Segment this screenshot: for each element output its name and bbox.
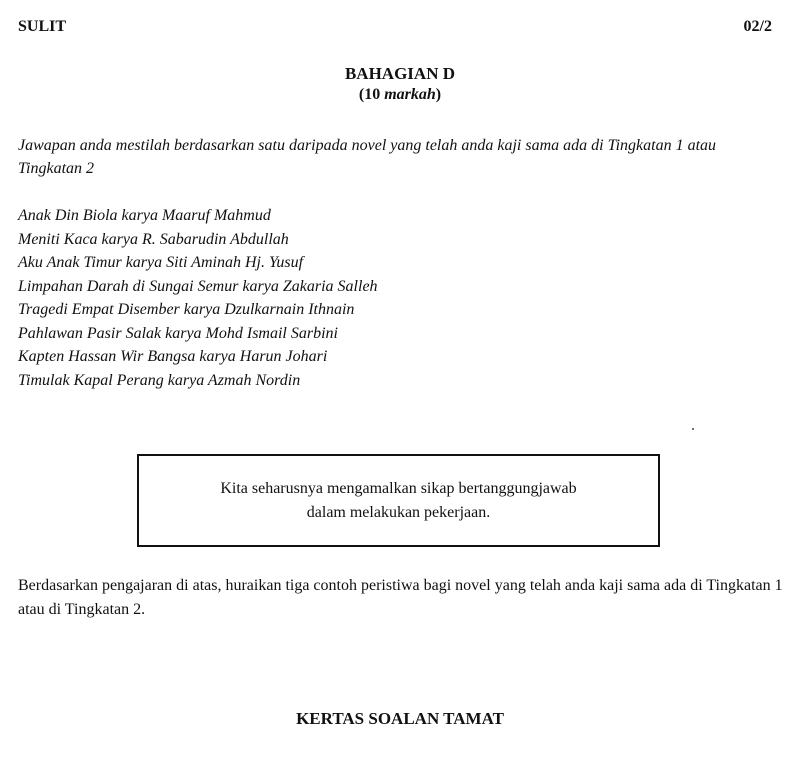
novel-item: Tragedi Empat Disember karya Dzulkarnain Ithnain bbox=[18, 301, 355, 318]
question-text: Berdasarkan pengajaran di atas, huraikan tiga contoh peristiwa bagi novel yang telah anda kaji sama ada di Tingkatan 1 atau di Tingkatan 2. bbox=[18, 577, 783, 618]
section-title: BAHAGIAN D bbox=[344, 64, 456, 83]
novel-list bbox=[18, 204, 378, 392]
end-of-paper-label: KERTAS SOALAN TAMAT bbox=[296, 709, 504, 728]
instruction-text: Jawapan anda mestilah berdasarkan satu daripada novel yang telah anda kaji sama ada di Tingkatan 1 atau Tingkatan 2 bbox=[18, 137, 717, 177]
marks-close: ) bbox=[435, 86, 442, 103]
scan-speck bbox=[692, 428, 694, 430]
novel-item: Aku Anak Timur karya Siti Aminah Hj. Yusuf bbox=[18, 254, 304, 271]
novel-item: Pahlawan Pasir Salak karya Mohd Ismail Sarbini bbox=[18, 324, 338, 342]
section-marks bbox=[0, 86, 800, 104]
quote-text: Kita seharusnya mengamalkan sikap bertanggungjawab dalam melakukan pekerjaan. bbox=[220, 479, 577, 521]
header-paper-code: 02/2 bbox=[743, 18, 772, 35]
novel-item: Limpahan Darah di Sungai Semur karya Zakaria Salleh bbox=[18, 277, 378, 295]
novel-item: Timulak Kapal Perang karya Azmah Nordin bbox=[18, 371, 301, 389]
novel-item: Kapten Hassan Wir Bangsa karya Harun Johari bbox=[18, 348, 328, 365]
marks-open: (10 bbox=[358, 86, 385, 103]
novel-item: Meniti Kaca karya R. Sabarudin Abdullah bbox=[18, 230, 289, 248]
header-confidential-label: SULIT bbox=[18, 18, 67, 35]
novel-item: Anak Din Biola karya Maaruf Mahmud bbox=[18, 207, 271, 224]
quote-box bbox=[137, 454, 660, 547]
marks-word: markah bbox=[384, 86, 436, 103]
